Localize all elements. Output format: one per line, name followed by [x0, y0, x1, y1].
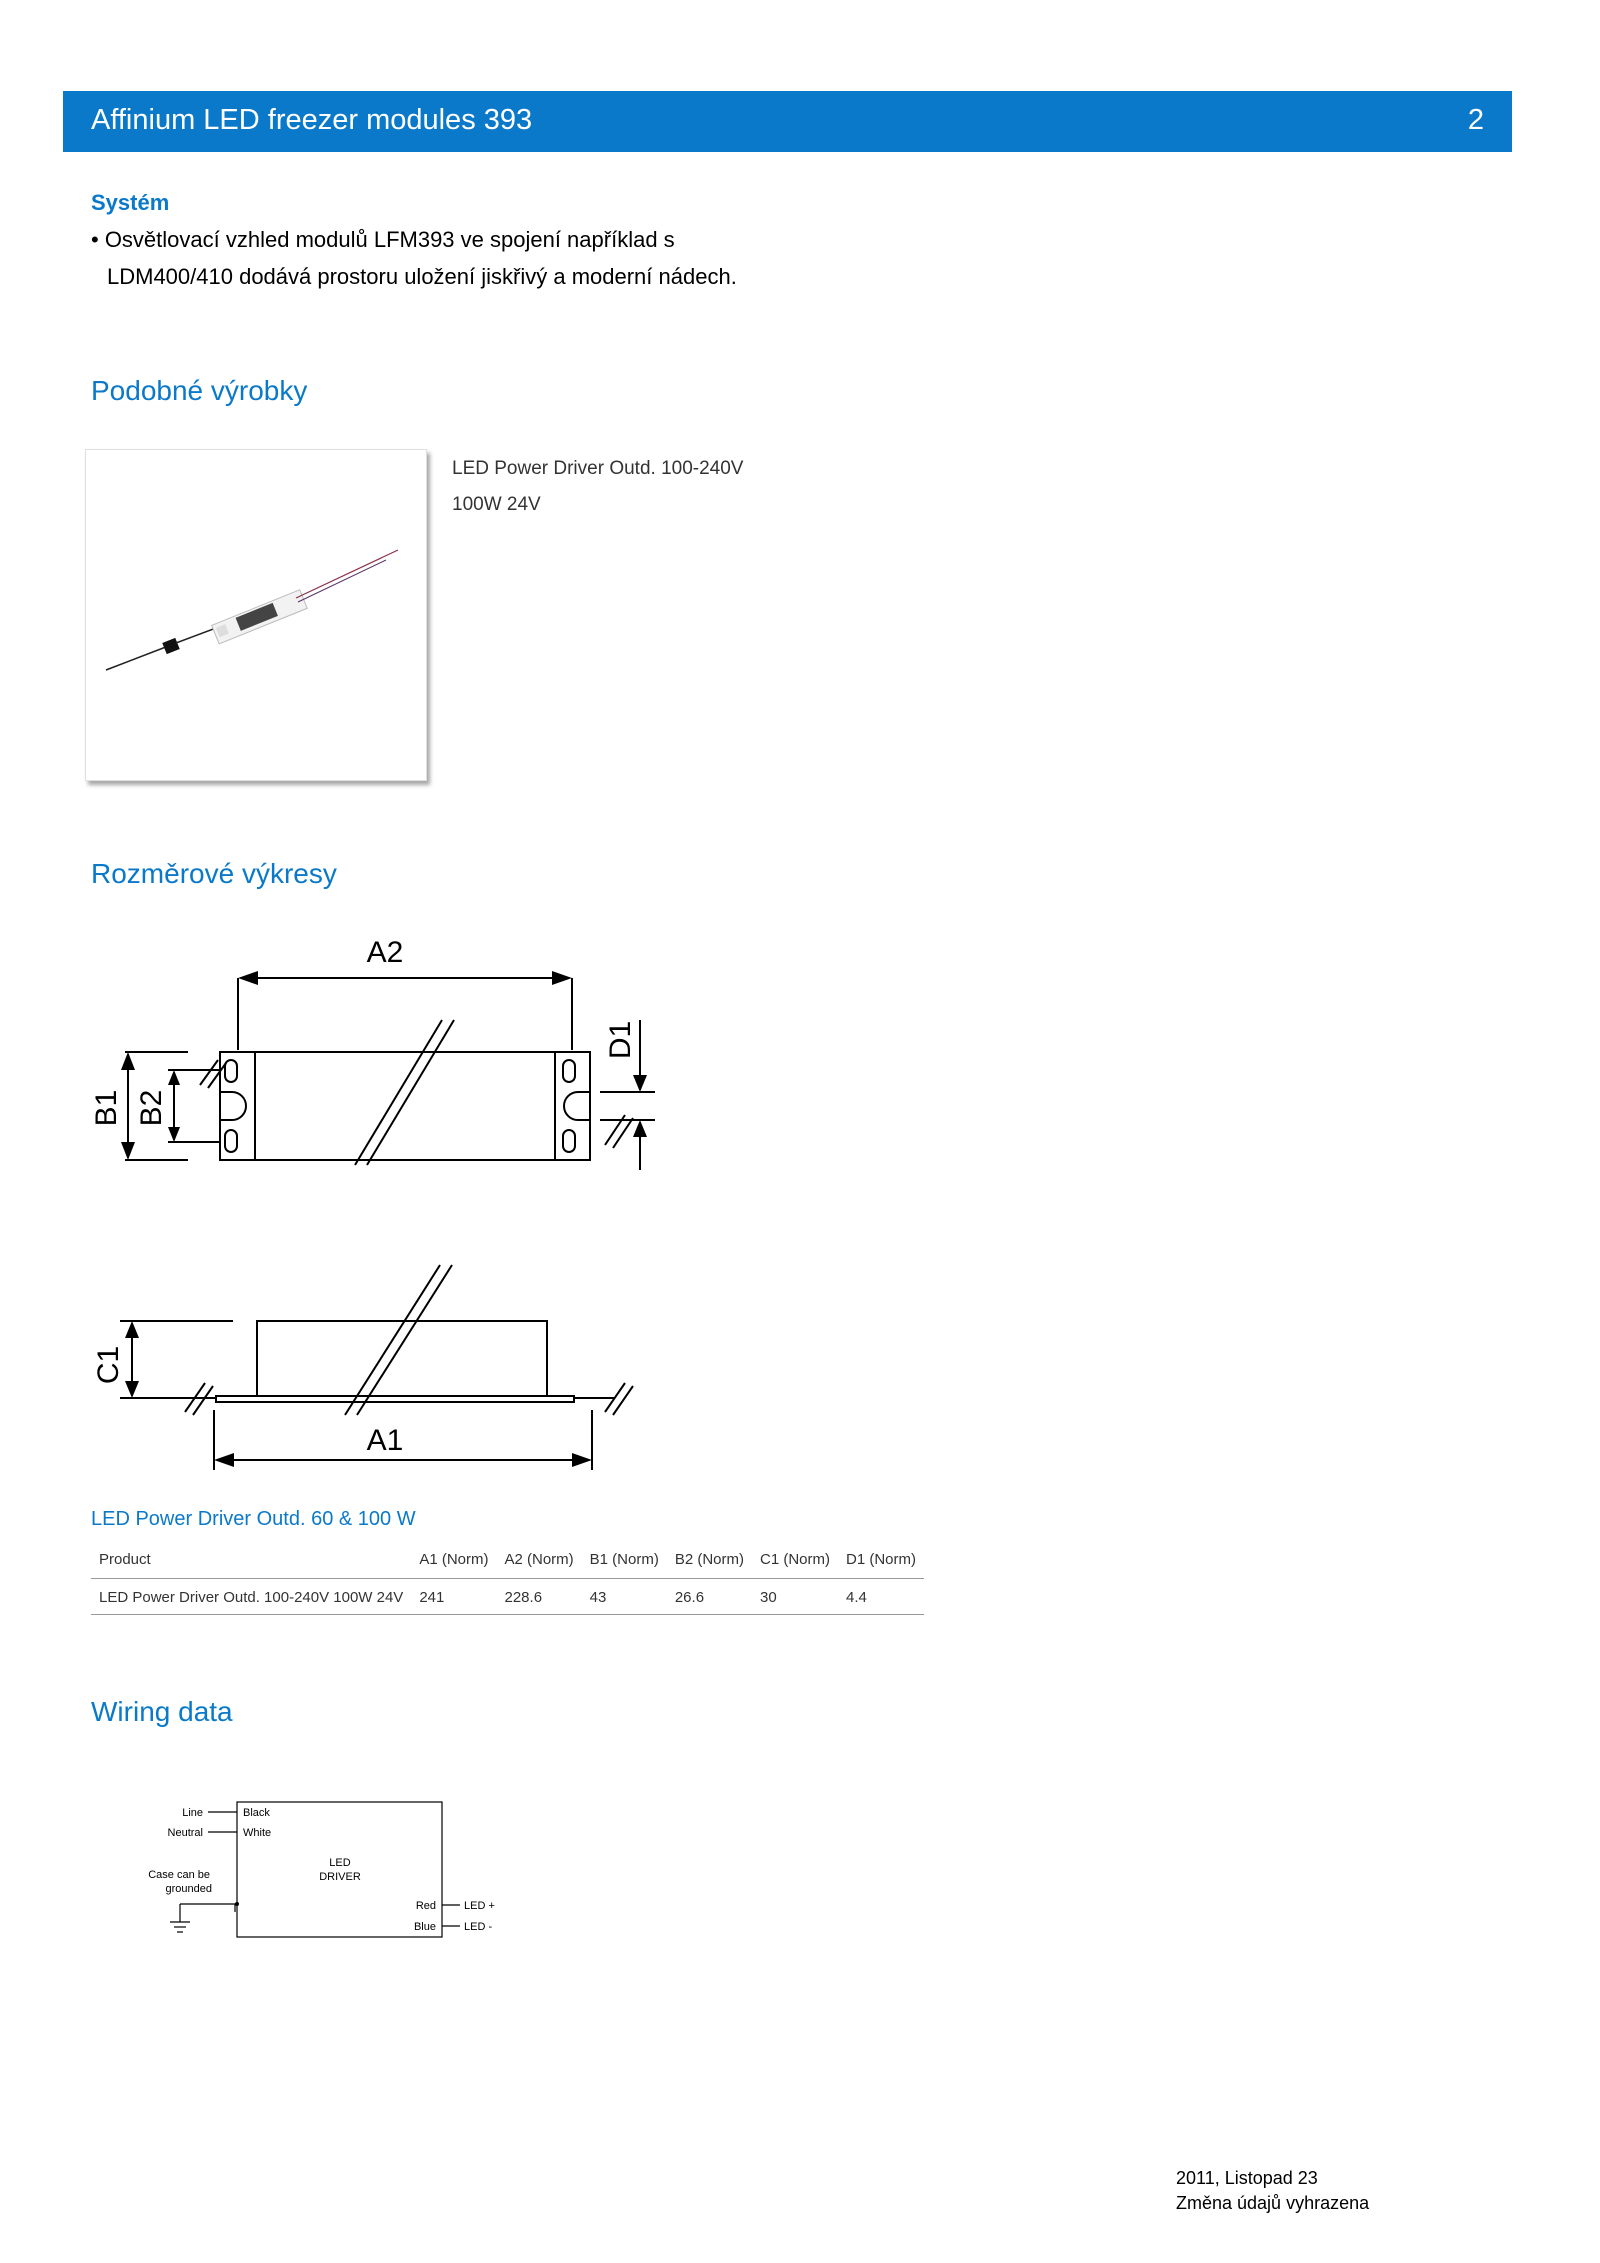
column-header-b1: B1 (Norm)	[582, 1545, 667, 1579]
wiring-label-driver: DRIVER	[319, 1871, 361, 1883]
system-heading: Systém	[91, 190, 170, 215]
cell-a2: 228.6	[497, 1579, 582, 1615]
column-header-a1: A1 (Norm)	[411, 1545, 496, 1579]
column-header-c1: C1 (Norm)	[752, 1545, 838, 1579]
page-number: 2	[1467, 104, 1484, 136]
cell-b1: 43	[582, 1579, 667, 1615]
label-b2: B2	[135, 1089, 168, 1127]
specs-table	[91, 1545, 924, 1615]
cell-c1: 30	[752, 1579, 838, 1615]
cell-b2: 26.6	[667, 1579, 752, 1615]
column-header-product: Product	[91, 1545, 411, 1579]
column-header-a2: A2 (Norm)	[497, 1545, 582, 1579]
wiring-label-blue: Blue	[413, 1921, 436, 1933]
product-photo	[85, 449, 427, 781]
wiring-label-white: White	[243, 1827, 272, 1839]
document-title: Affinium LED freezer modules 393	[91, 104, 533, 136]
similar-product-power: 100W 24V	[452, 494, 541, 515]
wiring-label-led-minus: LED -	[464, 1921, 493, 1933]
led-driver-box	[237, 1802, 442, 1937]
wiring-label-black: Black	[243, 1807, 270, 1819]
label-b1: B1	[90, 1089, 123, 1127]
wiring-label-led-plus: LED +	[464, 1900, 495, 1912]
similar-product-name: LED Power Driver Outd. 100-240V	[452, 458, 744, 479]
wiring-label-neutral: Neutral	[167, 1827, 203, 1839]
label-d1: D1	[604, 1020, 637, 1060]
label-a1: A1	[366, 1424, 404, 1457]
cell-d1: 4.4	[838, 1579, 924, 1615]
table-header-row	[91, 1545, 924, 1579]
side-view-body	[257, 1321, 547, 1396]
led-driver-image	[86, 450, 426, 780]
column-header-b2: B2 (Norm)	[667, 1545, 752, 1579]
wiring-label-line: Line	[182, 1807, 203, 1819]
column-header-d1: D1 (Norm)	[838, 1545, 924, 1579]
dimension-drawing	[80, 920, 680, 1480]
top-view-body	[220, 1052, 590, 1160]
wiring-label-led: LED	[329, 1857, 351, 1869]
wiring-diagram	[110, 1790, 530, 1960]
footer-date: 2011, Listopad 23	[1176, 2168, 1318, 2188]
cell-product: LED Power Driver Outd. 100-240V 100W 24V	[91, 1579, 411, 1615]
label-c1: C1	[92, 1345, 125, 1385]
header-bar	[63, 91, 1512, 152]
label-a2: A2	[366, 936, 404, 969]
specs-table-title: LED Power Driver Outd. 60 & 100 W	[91, 1508, 416, 1530]
dimension-drawings-title: Rozměrové výkresy	[91, 858, 337, 889]
wiring-label-red: Red	[415, 1900, 436, 1912]
system-text-line-1: • Osvětlovací vzhled modulů LFM393 ve spojení například s	[91, 227, 675, 252]
footer-notice: Změna údajů vyhrazena	[1176, 2193, 1370, 2213]
table-row	[91, 1579, 924, 1615]
cell-a1: 241	[411, 1579, 496, 1615]
wiring-data-title: Wiring data	[91, 1696, 233, 1727]
wiring-label-case-2: grounded	[165, 1883, 212, 1895]
similar-products-title: Podobné výrobky	[91, 375, 308, 406]
system-text-line-2: LDM400/410 dodává prostoru uložení jiskřivý a moderní nádech.	[107, 264, 737, 289]
wiring-label-case-1: Case can be	[148, 1869, 210, 1881]
